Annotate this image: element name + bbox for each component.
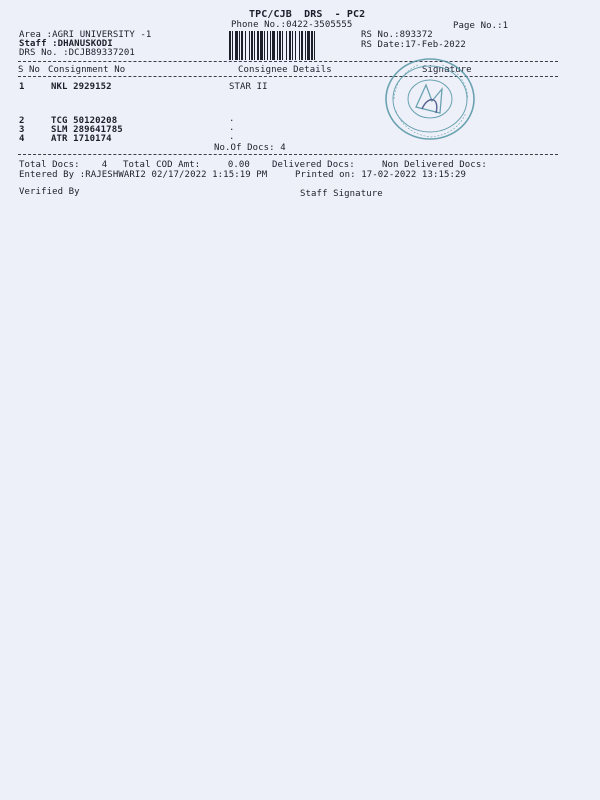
divider-summary <box>18 154 558 155</box>
row-sno: 2 <box>19 116 25 126</box>
row-consignee: . <box>229 114 235 124</box>
entered-by: Entered By :RAJESHWARI2 02/17/2022 1:15:19 PM <box>19 170 268 180</box>
page-number: Page No.:1 <box>453 21 509 31</box>
rs-number: RS No.:893372 <box>361 30 433 40</box>
area-label: Area :AGRI UNIVERSITY -1 <box>19 30 152 40</box>
row-consignee: . <box>229 132 235 142</box>
document-title: TPC/CJB DRS - PC2 <box>249 9 366 20</box>
total-cod-amount: Total COD Amt: 0.00 <box>123 160 250 170</box>
seal-stamp <box>382 55 478 143</box>
column-signature: Signature <box>422 65 472 75</box>
row-sno: 4 <box>19 134 25 144</box>
rs-date: RS Date:17-Feb-2022 <box>361 40 466 50</box>
printed-on: Printed on: 17-02-2022 13:15:29 <box>295 170 467 180</box>
row-consignment: ATR 1710174 <box>51 134 112 144</box>
row-consignment: TCG 50120208 <box>51 116 118 126</box>
row-consignee: . <box>229 123 235 133</box>
row-consignment: SLM 289641785 <box>51 125 123 135</box>
verified-by: Verified By <box>19 187 80 197</box>
row-consignee: STAR II <box>229 82 268 92</box>
delivered-docs: Delivered Docs: <box>272 160 355 170</box>
no-of-docs: No.Of Docs: 4 <box>214 143 286 153</box>
column-consignee: Consignee Details <box>238 65 332 75</box>
column-sno: S No <box>18 65 41 75</box>
column-consignment: Consignment No <box>48 65 126 75</box>
phone-number: Phone No.:0422-3505555 <box>231 20 353 30</box>
staff-signature: Staff Signature <box>300 189 383 199</box>
row-consignment: NKL 2929152 <box>51 82 112 92</box>
staff-label: Staff :DHANUSKODI <box>19 39 113 49</box>
non-delivered-docs: Non Delivered Docs: <box>382 160 487 170</box>
drs-number: DRS No. :DCJB89337201 <box>19 48 135 58</box>
row-sno: 3 <box>19 125 25 135</box>
row-sno: 1 <box>19 82 25 92</box>
total-docs: Total Docs: 4 <box>19 160 108 170</box>
barcode <box>229 31 333 60</box>
